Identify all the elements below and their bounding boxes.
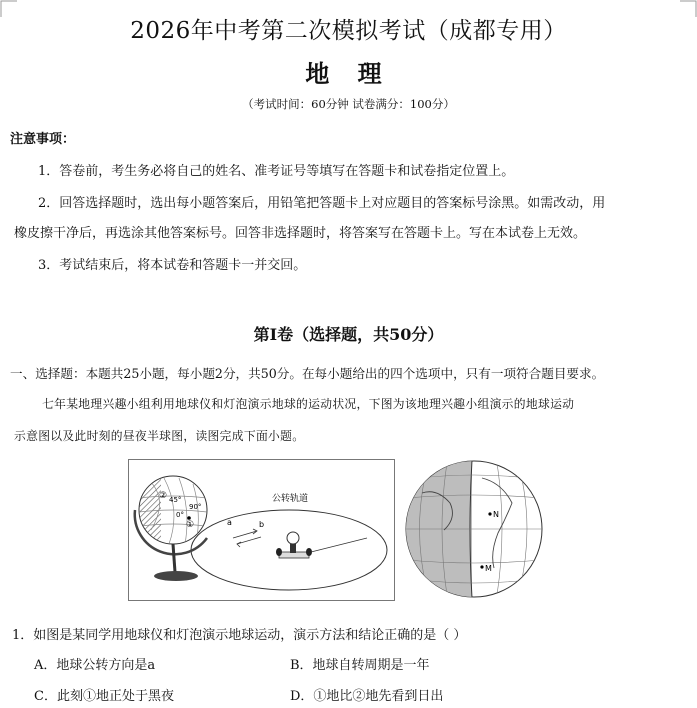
option-b: B．地球自转周期是一年: [290, 658, 430, 673]
label-m: M: [485, 564, 492, 573]
section-heading: 一、选择题：本题共25小题，每小题2分，共50分。在每小题给出的四个选项中，只有一项符合题目要求。: [10, 366, 605, 381]
direction-label-b: b: [259, 520, 265, 529]
point-n: [488, 512, 491, 515]
globe-label-45: 45°: [169, 496, 182, 504]
direction-label-a: a: [227, 518, 232, 527]
lamp-icon: [276, 532, 312, 558]
question-1-stem: 1．如图是某同学用地球仪和灯泡演示地球运动，演示方法和结论正确的是（ ）: [12, 628, 467, 643]
exam-title: 2026年中考第二次模拟考试（成都专用）: [130, 18, 567, 44]
day-night-hemisphere-figure: [402, 458, 546, 600]
exam-info: （考试时间：60分钟 试卷满分：100分）: [242, 97, 455, 111]
label-n: N: [493, 510, 499, 519]
option-c: C．此刻①地正处于黑夜: [34, 689, 174, 704]
earth-motion-diagram: [129, 460, 394, 600]
notice-line-2: 2．回答选择题时，选出每小题答案后，用铅笔把答题卡上对应题目的答案标号涂黑。如需改动，用: [38, 196, 606, 211]
intro-line-2: 示意图以及此时刻的昼夜半球图，读图完成下面小题。: [14, 429, 305, 443]
globe-label-90: 90°: [189, 503, 202, 511]
day-night-globe: [402, 458, 546, 600]
part-heading: 第Ⅰ卷（选择题，共50分）: [253, 325, 444, 344]
orbit-label: 公转轨道: [272, 494, 309, 504]
point-m: [480, 565, 483, 568]
arrow-a: [237, 537, 261, 544]
notice-line-3: 橡皮擦干净后，再选涂其他答案标号。回答非选择题时，将答案写在答题卡上。写在本试卷上无效。: [14, 226, 587, 241]
option-d: D．①地比②地先看到日出: [290, 689, 444, 704]
subject-title: 地 理: [305, 59, 392, 88]
globe-label-point1: ①: [186, 520, 195, 530]
earth-motion-figure: [128, 459, 395, 601]
globe-label-0: 0°: [176, 511, 184, 519]
notice-heading: 注意事项：: [10, 132, 76, 147]
arrow-b: [233, 531, 257, 538]
globe-label-point2: ②: [159, 491, 168, 501]
intro-line-1: 七年某地理兴趣小组利用地球仪和灯泡演示地球的运动状况，下图为该地理兴趣小组演示的地球运动: [42, 397, 575, 411]
notice-line-4: 3．考试结束后，将本试卷和答题卡一并交回。: [38, 258, 307, 273]
option-a: A．地球公转方向是a: [34, 658, 156, 673]
notice-line-1: 1．答卷前，考生务必将自己的姓名、准考证号等填写在答题卡和试卷指定位置上。: [38, 164, 515, 179]
